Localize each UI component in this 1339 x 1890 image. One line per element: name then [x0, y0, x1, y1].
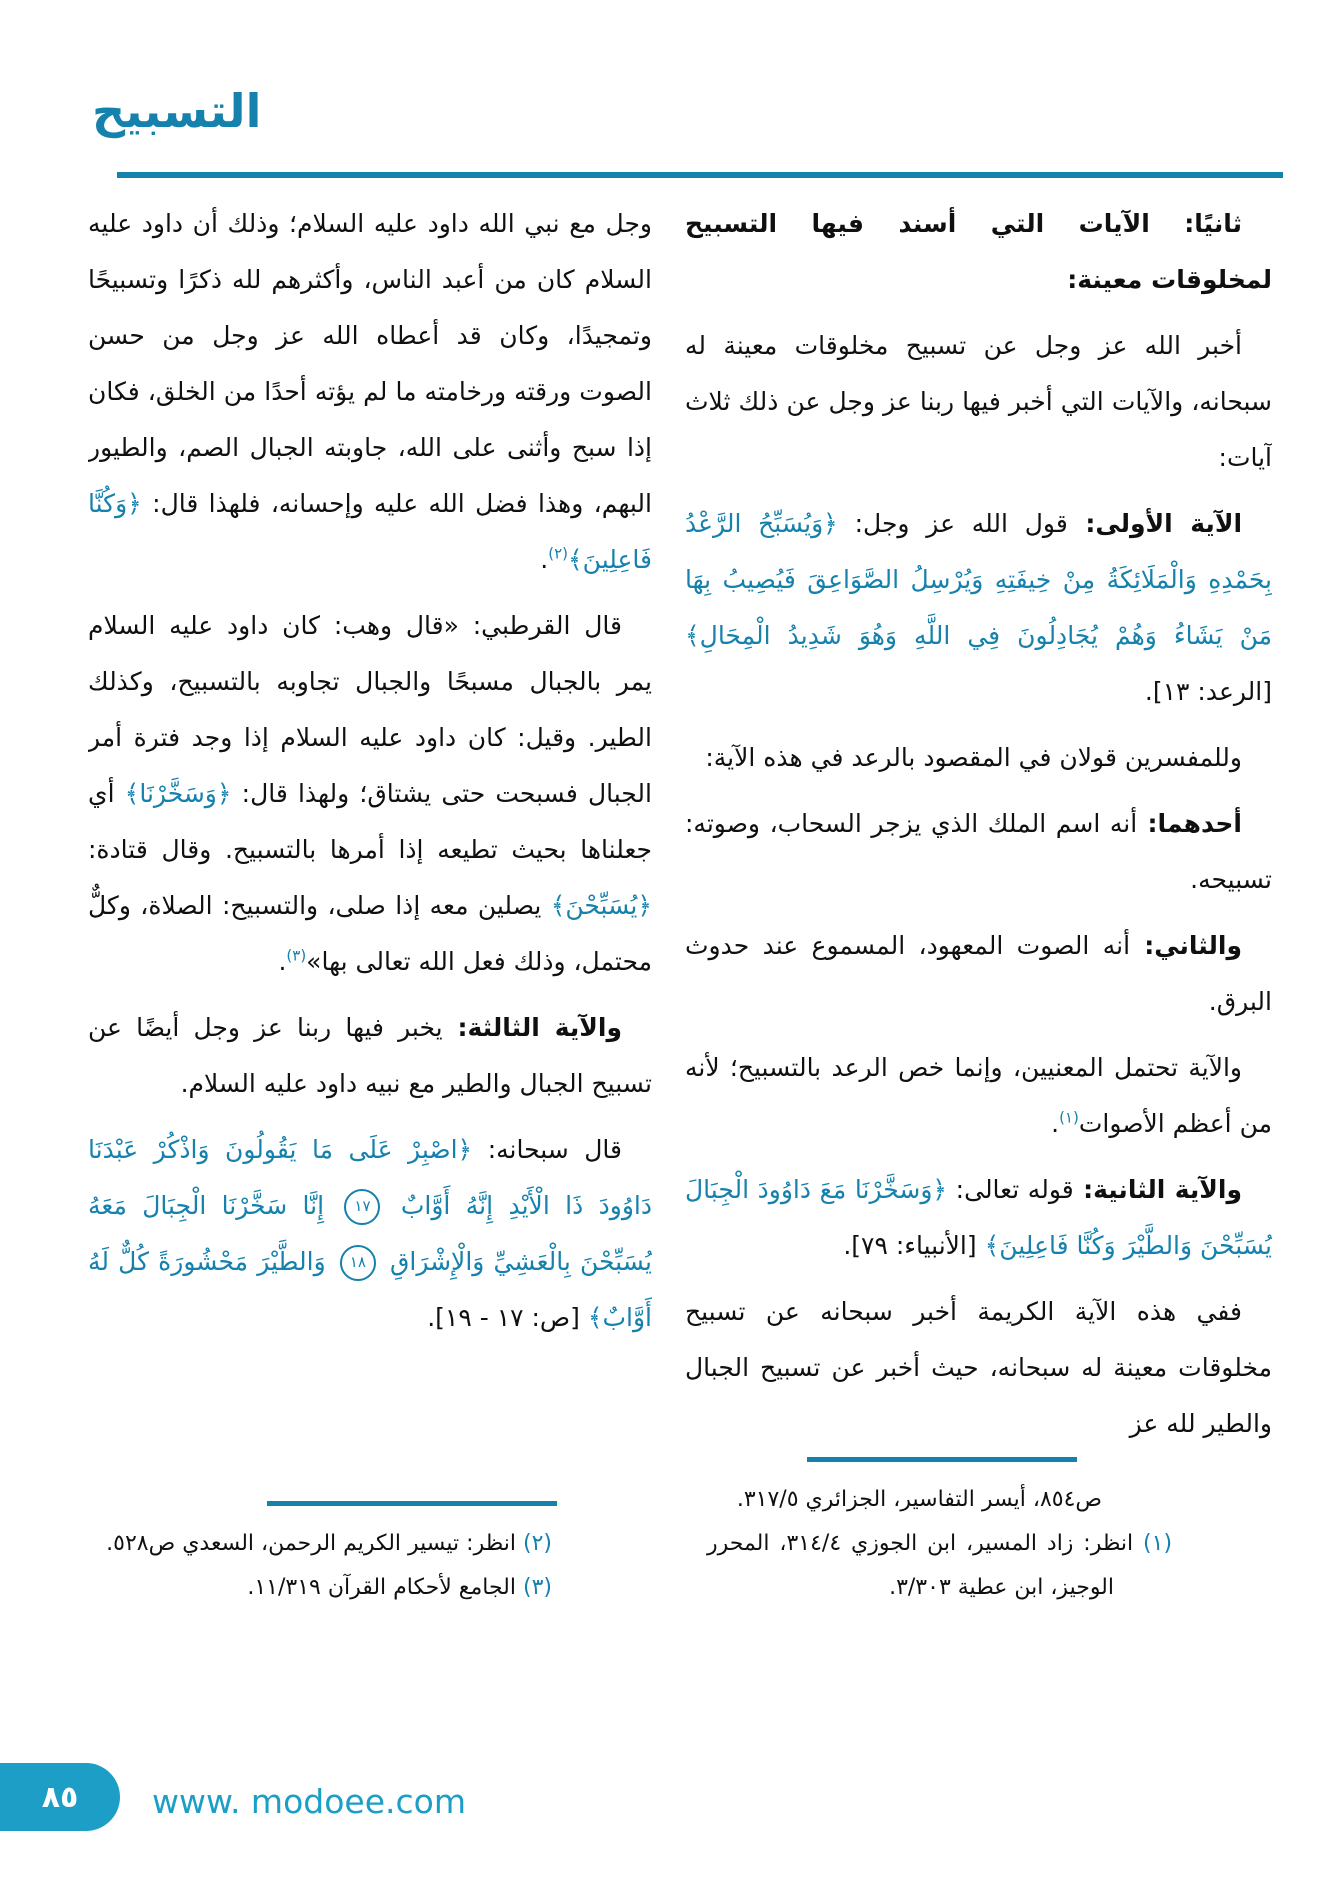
emphasis-run: والآية الثانية: [1073, 1175, 1243, 1204]
paragraph [88, 196, 652, 588]
text-run: . [540, 545, 549, 574]
emphasis-run: ثانيًا: الآيات التي أسند فيها التسبيح لمخلوقات معينة: [685, 209, 1272, 294]
paragraph [685, 496, 1272, 720]
text-run: يصلين معه إذا صلى، والتسبيح: الصلاة، وكلٌّ محتمل، وذلك فعل الله تعالى بها» [88, 891, 652, 976]
column-left [88, 196, 652, 1610]
footnote-list [707, 1478, 1172, 1610]
footnote-item [87, 1566, 552, 1610]
text-run: قول الله عز وجل: [837, 509, 1068, 538]
paragraph [685, 1284, 1272, 1452]
text-run: والآية تحتمل المعنيين، وإنما خص الرعد بالتسبيح؛ لأنه من أعظم الأصوات [685, 1053, 1272, 1138]
paragraph [685, 918, 1272, 1030]
footnote-text: انظر: زاد المسير، ابن الجوزي ٣١٤/٤، المحرر الوجيز، ابن عطية ٣/٣٠٣. [707, 1531, 1134, 1600]
text-run: . [278, 947, 287, 976]
page-number: ٨٥ [41, 1779, 79, 1815]
footnote-item [707, 1478, 1172, 1522]
text-run: قال القرطبي: «قال وهب: كان داود عليه السلام يمر بالجبال مسبحًا والجبال تجاوبه بالتسبيح، وكذلك الطير. وقيل: كان داود عليه السلام إذا وجد فترة أمر الجبال فسبحت حتى يشتاق؛ ولهذا قال: [88, 611, 652, 808]
page-title: التسبيح [92, 84, 262, 138]
header-rule [117, 172, 1283, 178]
text-run: يخبر فيها ربنا عز وجل أيضًا عن تسبيح الجبال والطير مع نبيه داود عليه السلام. [88, 1013, 652, 1098]
footnote-text: انظر: تيسير الكريم الرحمن، السعدي ص٥٢٨. [106, 1531, 516, 1556]
footnote-separator [807, 1457, 1077, 1462]
column-left-footnote-area [88, 1501, 652, 1610]
paragraph [88, 1122, 652, 1346]
paragraph [685, 318, 1272, 486]
paragraph [685, 730, 1272, 786]
quran-verse: وَالطَّيْرَ مَحْشُورَةً كُلٌّ لَهُ أَوَّابٌ﴾ [88, 1247, 652, 1332]
website-text: www. modoee.com [152, 1782, 466, 1821]
quran-verse: إِنَّا سَخَّرْنَا الْجِبَالَ مَعَهُ يُسَبِّحْنَ بِالْعَشِيِّ وَالْإِشْرَاقِ [88, 1191, 652, 1276]
text-run: أخبر الله عز وجل عن تسبيح مخلوقات معينة له سبحانه، والآيات التي أخبر فيها ربنا عز وجل عن ذلك ثلاث آيات: [685, 331, 1272, 472]
quran-verse: ﴿وَسَخَّرْنَا مَعَ دَاوُودَ الْجِبَالَ يُسَبِّحْنَ وَالطَّيْرَ وَكُنَّا فَاعِلِينَ﴾ [685, 1175, 1272, 1260]
paragraph [685, 1040, 1272, 1152]
quran-verse: ﴿اصْبِرْ عَلَى مَا يَقُولُونَ وَاذْكُرْ عَبْدَنَا دَاوُودَ ذَا الْأَيْدِ إِنَّهُ أَوَّابٌ [88, 1135, 652, 1220]
page-body [0, 196, 1339, 1610]
quran-verse: ﴿يُسَبِّحْنَ﴾ [550, 891, 652, 920]
ayah-number: ١٧ [344, 1189, 380, 1225]
column-right-footnote-area [685, 1457, 1272, 1610]
paragraph [685, 1162, 1272, 1274]
paragraph [685, 796, 1272, 908]
footnote-list [87, 1522, 552, 1610]
text-run: . [1051, 1109, 1060, 1138]
footnote-text: ص٨٥٤، أيسر التفاسير، الجزائري ٣١٧/٥. [736, 1487, 1102, 1512]
footnote-item [87, 1522, 552, 1566]
emphasis-run: الآية الأولى: [1067, 509, 1243, 538]
text-run: [الرعد: ١٣]. [1144, 677, 1272, 706]
emphasis-run: والثاني: [1130, 931, 1242, 960]
text-run: أي جعلناها بحيث تطيعه إذا أمرها بالتسبيح. وقال قتادة: [88, 779, 652, 864]
paragraph [685, 196, 1272, 308]
quran-verse: ﴿وَيُسَبِّحُ الرَّعْدُ بِحَمْدِهِ وَالْمَلَائِكَةُ مِنْ خِيفَتِهِ وَيُرْسِلُ الصَّوَاعِقَ فَيُصِيبُ بِهَا مَنْ يَشَاءُ وَهُمْ يُجَادِلُونَ فِي اللَّهِ وَهُوَ شَدِيدُ الْمِحَالِ﴾ [685, 509, 1272, 650]
column-right-text [685, 196, 1272, 1457]
footnote-marker: (١) [1133, 1531, 1173, 1556]
column-right [685, 196, 1272, 1610]
ayah-number: ١٨ [340, 1245, 376, 1281]
quran-verse: ﴿وَسَخَّرْنَا﴾ [124, 779, 232, 808]
text-run: [ص: ١٧ - ١٩]. [427, 1303, 588, 1332]
footnote-marker: (٢) [516, 1531, 552, 1556]
text-run: [الأنبياء: ٧٩]. [843, 1231, 985, 1260]
footnote-separator [267, 1501, 557, 1506]
column-left-text [88, 196, 652, 1501]
footnote-marker: (٣) [516, 1575, 552, 1600]
emphasis-run: أحدهما: [1137, 809, 1242, 838]
paragraph [88, 1000, 652, 1112]
quran-verse: ﴿وَكُنَّا فَاعِلِينَ﴾ [88, 489, 652, 574]
footnote-ref: (١) [1059, 1108, 1079, 1127]
footnote-ref: (٢) [548, 544, 569, 563]
text-run: ففي هذه الآية الكريمة أخبر سبحانه عن تسبيح مخلوقات معينة له سبحانه، حيث أخبر عن تسبيح الجبال والطير لله عز [685, 1297, 1272, 1438]
paragraph [88, 598, 652, 990]
emphasis-run: والآية الثالثة: [442, 1013, 622, 1042]
text-run: وجل مع نبي الله داود عليه السلام؛ وذلك أن داود عليه السلام كان من أعبد الناس، وأكثرهم لله ذكرًا وتسبيحًا وتمجيدًا، وكان قد أعطاه الله عز وجل من حسن الصوت ورقته ورخامته ما لم يؤته أحدًا من الخلق، فكان إذا سبح وأثنى على الله، جاوبته الجبال الصم، والطيور البهم، وهذا فضل الله عليه وإحسانه، فلهذا قال: [88, 209, 652, 518]
text-run: وللمفسرين قولان في المقصود بالرعد في هذه الآية: [705, 743, 1242, 772]
footnote-ref: (٣) [286, 946, 307, 965]
page-number-pill [0, 1763, 120, 1831]
text-run: أنه الصوت المعهود، المسموع عند حدوث البرق. [685, 931, 1272, 1016]
text-run: قوله تعالى: [947, 1175, 1074, 1204]
text-run: قال سبحانه: [472, 1135, 622, 1164]
footnote-item [707, 1522, 1172, 1610]
text-run: أنه اسم الملك الذي يزجر السحاب، وصوته: تسبيحه. [685, 809, 1272, 894]
footnote-text: الجامع لأحكام القرآن ١١/٣١٩. [247, 1575, 516, 1600]
